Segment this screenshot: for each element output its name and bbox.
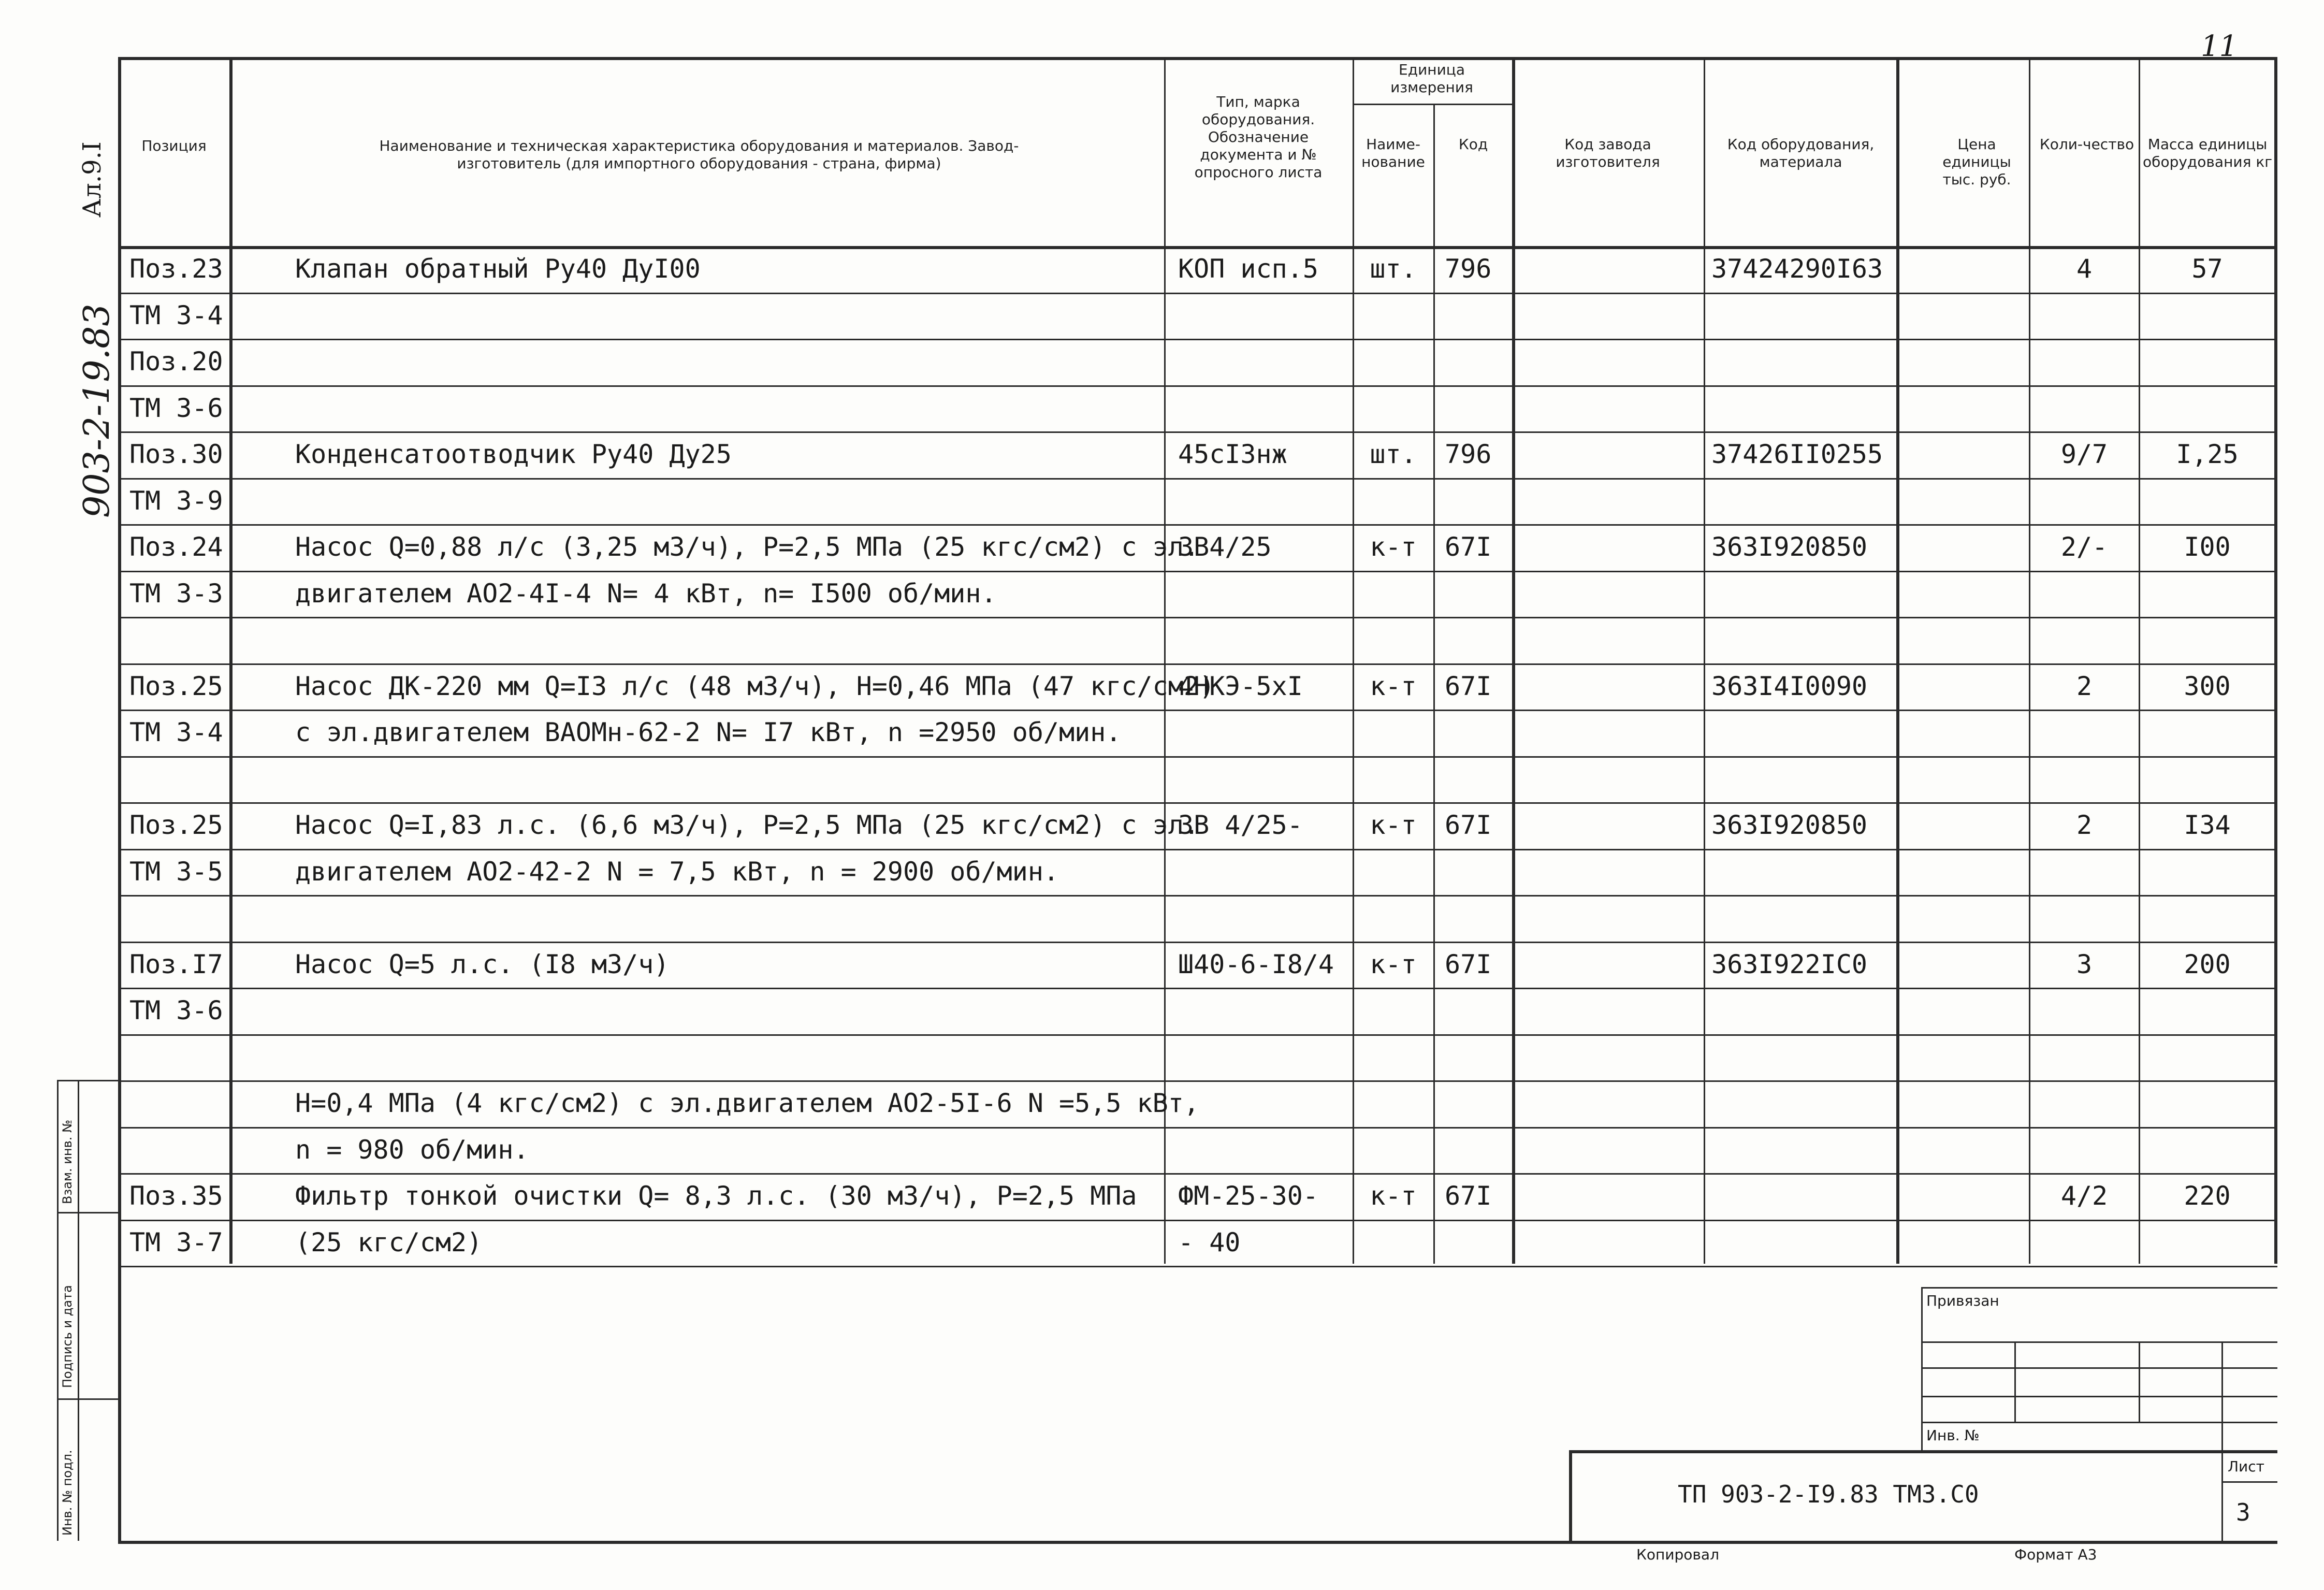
cell-code: 67I (1445, 671, 1492, 701)
side-box-top (57, 1080, 118, 1081)
cell-type: 3В4/25 (1178, 532, 1272, 562)
cell-pos: Поз.35 (129, 1181, 223, 1211)
stamp-inner-v3 (2221, 1341, 2223, 1541)
row-separator (118, 293, 2277, 294)
cell-mass: 220 (2184, 1181, 2231, 1211)
cell-unit: шт. (1370, 254, 1417, 284)
cell-qty: 2 (2076, 671, 2093, 701)
frame-left (118, 57, 121, 1543)
row-separator (118, 571, 2277, 572)
cell-type: - 40 (1178, 1227, 1241, 1257)
cell-qty: 4 (2076, 254, 2093, 284)
header-unit-name: Наиме-нование (1361, 136, 1425, 170)
cell-equip: 363I4I0090 (1711, 671, 1868, 701)
side-box-div1 (57, 1212, 118, 1213)
cell-mass: I34 (2184, 810, 2231, 840)
cell-pos: Поз.25 (129, 671, 223, 701)
frame-top (118, 57, 2277, 60)
col-line-equip (1896, 57, 1899, 1264)
footer-kopiroval: Копировал (1636, 1546, 1719, 1563)
row-separator (118, 1173, 2277, 1175)
list-box-divider (2221, 1481, 2277, 1483)
doc-number: 903-2-19.83 (77, 303, 118, 518)
cell-unit: к-т (1370, 671, 1417, 701)
stamp-top (1921, 1287, 2277, 1289)
cell-pos: Поз.24 (129, 532, 223, 562)
cell-mass: 200 (2184, 949, 2231, 979)
header-factory: Код завода изготовителя (1556, 136, 1660, 170)
frame-bottom (118, 1541, 2277, 1544)
col-line-price (2029, 57, 2030, 1264)
row-separator (118, 710, 2277, 711)
cell-unit: шт. (1370, 439, 1417, 469)
side-box-mid (78, 1080, 79, 1541)
cell-qty: 2/- (2060, 532, 2108, 562)
row-separator (118, 1034, 2277, 1036)
header-equip-code: Код оборудования, материала (1727, 136, 1875, 170)
row-separator (118, 385, 2277, 387)
cell-pos: Поз.25 (129, 810, 223, 840)
cell-mass: 57 (2191, 254, 2223, 284)
header-price: Цена единицы тыс. руб. (1942, 136, 2011, 188)
side-box-div2 (57, 1398, 118, 1400)
row-separator (118, 478, 2277, 480)
cell-qty: 9/7 (2060, 439, 2108, 469)
cell-unit: к-т (1370, 1181, 1417, 1211)
cell-name: двигателем АО2-4I-4 N= 4 кВт, n= I500 об/мин. (295, 578, 997, 609)
footer-format: Формат А3 (2014, 1546, 2097, 1563)
cell-pos: ТМ 3-4 (129, 300, 223, 330)
row-separator (118, 1220, 2277, 1221)
stamp-inner-v2 (2139, 1341, 2140, 1422)
cell-equip: 363I922IС0 (1711, 949, 1868, 979)
cell-name: Насос Q=0,88 л/с (3,25 м3/ч), Р=2,5 МПа (25 кгс/см2) с эл. (295, 532, 1199, 562)
cell-pos: ТМ 3-3 (129, 578, 223, 609)
cell-type: ФМ-25-30- (1178, 1181, 1318, 1211)
header-unit-group: Единица измерения (1390, 61, 1473, 96)
cell-name: n = 980 об/мин. (295, 1134, 529, 1165)
cell-unit: к-т (1370, 949, 1417, 979)
cell-name: Фильтр тонкой очистки Q= 8,3 л.с. (30 м3/ч), Р=2,5 МПа (295, 1181, 1137, 1211)
cell-mass: I00 (2184, 532, 2231, 562)
cell-type: 4НКЭ-5хI (1178, 671, 1303, 701)
row-separator (118, 339, 2277, 340)
cell-name: (25 кгс/см2) (295, 1227, 483, 1257)
side-podpis-label: Подпись и дата (60, 1285, 75, 1388)
header-name: Наименование и техническая характеристика оборудования и материалов. Завод-изготовитель (для импортного оборудования - страна, фирма) (379, 137, 1019, 172)
col-line-factory (1704, 57, 1705, 1264)
cell-pos: Поз.20 (129, 346, 223, 377)
col-line-pos (229, 57, 233, 1264)
title-box-top (1569, 1450, 2277, 1453)
unit-group-divider (1353, 104, 1512, 105)
col-line-name (1164, 57, 1166, 1264)
cell-pos: ТМ 3-6 (129, 393, 223, 423)
row-separator (118, 942, 2277, 943)
col-line-unitname (1433, 104, 1435, 1264)
cell-unit: к-т (1370, 810, 1417, 840)
header-unit-code: Код (1458, 136, 1488, 153)
cell-pos: ТМ 3-4 (129, 717, 223, 747)
row-separator (118, 1266, 2277, 1267)
stamp-title: ТП 903-2-I9.83 ТМ3.С0 (1678, 1480, 1979, 1508)
cell-mass: 300 (2184, 671, 2231, 701)
stamp-line-1 (1921, 1341, 2277, 1343)
cell-mass: I,25 (2176, 439, 2239, 469)
cell-pos: ТМ 3-6 (129, 995, 223, 1025)
header-position: Позиция (141, 137, 207, 154)
cell-name: Насос Q=5 л.с. (I8 м3/ч) (295, 949, 670, 979)
cell-name: с эл.двигателем ВАОМн-62-2 N= I7 кВт, n =2950 об/мин. (295, 717, 1122, 747)
row-separator (118, 895, 2277, 897)
stamp-inv-no: Инв. № (1926, 1427, 1980, 1444)
stamp-line-4 (1921, 1422, 2277, 1423)
row-separator (118, 1080, 2277, 1082)
cell-type: Ш40-6-I8/4 (1178, 949, 1334, 979)
side-box-left (57, 1080, 59, 1541)
cell-code: 67I (1445, 949, 1492, 979)
cell-pos: ТМ 3-7 (129, 1227, 223, 1257)
cell-pos: Поз.I7 (129, 949, 223, 979)
row-separator (118, 756, 2277, 758)
col-line-unitcode (1512, 57, 1515, 1264)
cell-pos: ТМ 3-9 (129, 485, 223, 516)
cell-equip: 363I920850 (1711, 532, 1868, 562)
row-separator (118, 802, 2277, 804)
stamp-list-number: 3 (2236, 1498, 2250, 1526)
col-line-type (1353, 57, 1354, 1264)
cell-pos: ТМ 3-5 (129, 856, 223, 887)
cell-pos: Поз.30 (129, 439, 223, 469)
cell-code: 796 (1445, 439, 1492, 469)
cell-type: 3В 4/25- (1178, 810, 1303, 840)
stamp-inner-v1 (2014, 1341, 2016, 1422)
stamp-list-label: Лист (2228, 1458, 2264, 1475)
header-qty: Коли-чество (2039, 136, 2134, 153)
cell-name: Н=0,4 МПа (4 кгс/см2) с эл.двигателем АО2-5I-6 N =5,5 кВт, (295, 1088, 1199, 1118)
cell-qty: 4/2 (2060, 1181, 2108, 1211)
cell-name: Клапан обратный Ру40 ДуI00 (295, 254, 701, 284)
cell-equip: 363I920850 (1711, 810, 1868, 840)
cell-code: 67I (1445, 810, 1492, 840)
row-separator (118, 663, 2277, 665)
cell-name: Конденсатоотводчик Ру40 Ду25 (295, 439, 732, 469)
row-separator (118, 431, 2277, 433)
stamp-line-2 (1921, 1367, 2277, 1369)
stamp-privyazan: Привязан (1926, 1292, 1999, 1309)
title-box-left (1569, 1450, 1572, 1541)
col-line-qty (2139, 57, 2140, 1264)
stamp-line-3 (1921, 1396, 2277, 1397)
page-number-top: 11 (2201, 30, 2238, 63)
row-separator (118, 988, 2277, 989)
col-line-mass (2274, 57, 2277, 1264)
cell-pos: Поз.23 (129, 254, 223, 284)
side-vzam-label: Взам. инв. № (60, 1120, 75, 1204)
side-inv-podl-label: Инв. № подл. (60, 1450, 75, 1536)
cell-equip: 37426II0255 (1711, 439, 1883, 469)
cell-code: 67I (1445, 532, 1492, 562)
row-separator (118, 1127, 2277, 1129)
header-bottom-line (118, 246, 2277, 249)
row-separator (118, 524, 2277, 526)
cell-qty: 2 (2076, 810, 2093, 840)
header-mass: Масса единицы оборудования кг (2143, 136, 2272, 170)
cell-code: 796 (1445, 254, 1492, 284)
cell-name: Насос Q=I,83 л.с. (6,6 м3/ч), Р=2,5 МПа (25 кгс/см2) с эл. (295, 810, 1199, 840)
cell-name: Насос ДК-220 мм Q=I3 л/с (48 м3/ч), Н=0,46 МПа (47 кгс/см2) (295, 671, 1215, 701)
row-separator (118, 617, 2277, 618)
row-separator (118, 849, 2277, 850)
cell-equip: 37424290I63 (1711, 254, 1883, 284)
cell-unit: к-т (1370, 532, 1417, 562)
sheet-mark: Ал.9.I (78, 141, 107, 218)
cell-code: 67I (1445, 1181, 1492, 1211)
cell-qty: 3 (2076, 949, 2093, 979)
cell-name: двигателем АО2-42-2 N = 7,5 кВт, n = 2900 об/мин. (295, 856, 1059, 887)
header-type: Тип, марка оборудования. Обозначение документа и № опросного листа (1194, 93, 1323, 181)
cell-type: КОП исп.5 (1178, 254, 1318, 284)
cell-type: 45сI3нж (1178, 439, 1287, 469)
